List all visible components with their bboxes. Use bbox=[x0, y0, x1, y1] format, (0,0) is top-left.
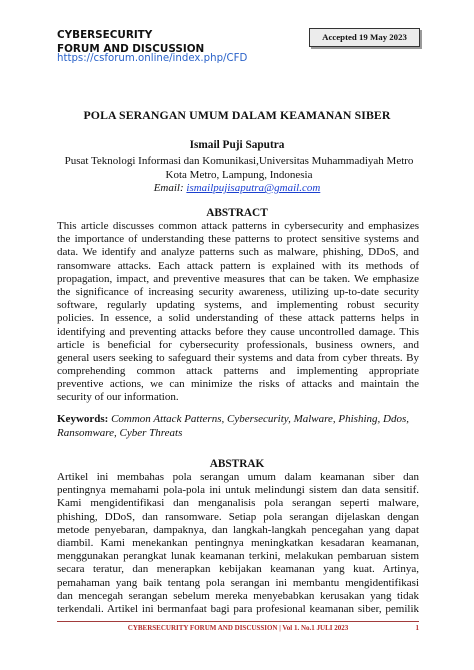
abstrak-line: phishing, DDoS, dan ransomware. Setiap pola serangan dijelaskan dengan bbox=[57, 510, 419, 523]
abstract-line: ransomware attacks. Each attack pattern is explained with its methods of bbox=[57, 259, 419, 272]
abstract-heading: ABSTRACT bbox=[206, 207, 268, 219]
affiliation-line-2: Kota Metro, Lampung, Indonesia bbox=[165, 169, 313, 181]
abstract-line: article is beneficial for cybersecurity professionals, business owners, and bbox=[57, 338, 419, 351]
abstract-line: software, regularly updating systems, and implementing robust security bbox=[57, 299, 419, 312]
abstract-line: comprehending common attack patterns and implementing appropriate bbox=[57, 365, 419, 378]
abstract-line: security of our information. bbox=[57, 391, 179, 404]
journal-name-line1: CYBERSECURITY bbox=[57, 29, 153, 41]
abstract-line: the significance of increasing security awareness, utilizing up-to-date security bbox=[57, 285, 419, 298]
author-name: Ismail Puji Saputra bbox=[189, 139, 285, 151]
abstrak-line: metode penyebaran, dampaknya, dan langkah-langkah pencegahan yang dapat bbox=[57, 523, 419, 536]
keywords-text-1: Common Attack Patterns, Cybersecurity, Malware, Phishing, Ddos, bbox=[111, 413, 409, 425]
footer-divider bbox=[57, 621, 419, 622]
abstrak-line: terkendali. Artikel ini bermanfaat bagi para profesional keamanan siber, pemilik bbox=[57, 602, 419, 615]
journal-url-link[interactable]: https://csforum.online/index.php/CFD bbox=[57, 53, 248, 64]
keywords bbox=[57, 412, 419, 440]
keywords-text-2: Ransomware, Cyber Threats bbox=[57, 427, 183, 439]
abstrak-line: diambil. Kami menekankan pentingnya meningkatkan kesadaran keamanan, bbox=[57, 536, 419, 549]
abstract-line: policies. In essence, a solid understanding of these attack patterns helps in bbox=[57, 312, 419, 325]
abstract-line: propagation, impact, and preventive measures that can be taken. We emphasize bbox=[57, 272, 419, 285]
abstrak-line: pentingnya memahami pola-pola ini untuk melindungi sistem dan data sensitif. bbox=[57, 484, 419, 497]
abstract-line: preventive actions, we can minimize the risks of attacks and maintain the bbox=[57, 378, 419, 391]
abstract-line: data. We identify and analyze patterns such as malware, phishing, DDoS, and bbox=[57, 246, 419, 259]
footer-journal-info: CYBERSECURITY FORUM AND DISCUSSION | Vol 1. No.1 JULI 2023 bbox=[127, 624, 349, 632]
abstract-body bbox=[57, 220, 419, 405]
abstrak-line: Artikel ini membahas pola serangan umum dalam keamanan siber dan bbox=[57, 471, 419, 483]
abstrak-line: Kami mengidentifikasi dan menganalisis pola serangan seperti malware, bbox=[57, 497, 419, 510]
page-number: 1 bbox=[415, 624, 419, 632]
keywords-line-1 bbox=[57, 412, 419, 426]
keywords-label: Keywords: bbox=[57, 413, 109, 425]
abstrak-heading: ABSTRAK bbox=[209, 458, 265, 470]
abstract-line: general users seeking to safeguard their systems and data from cyber threats. By bbox=[57, 351, 419, 364]
abstrak-line: dan mencegah serangan sebelum mereka menyebabkan kerusakan yang tidak bbox=[57, 589, 419, 602]
email-label: Email: bbox=[153, 182, 187, 194]
abstrak-body bbox=[57, 471, 419, 616]
abstract-line: the importance of understanding these patterns to protect sensitive systems and bbox=[57, 233, 419, 246]
email-link[interactable]: ismailpujisaputra@gmail.com bbox=[186, 182, 321, 194]
journal-name-line2: FORUM AND DISCUSSION bbox=[57, 43, 205, 55]
accepted-date-badge: Accepted 19 May 2023 bbox=[309, 28, 420, 47]
abstrak-line: menggunakan perangkat lunak keamanan terkini, melakukan pembaruan sistem bbox=[57, 550, 419, 563]
email-line bbox=[0, 182, 474, 194]
paper-title: POLA SERANGAN UMUM DALAM KEAMANAN SIBER bbox=[83, 108, 391, 122]
abstract-line: This article discusses common attack patterns in cybersecurity and emphasizes bbox=[57, 220, 419, 232]
abstract-line: identifying and preventing attacks before they cause uncontrolled damage. This bbox=[57, 325, 419, 338]
abstrak-line: pemahaman yang baik tentang pola serangan ini membantu mengidentifikasi bbox=[57, 576, 419, 589]
journal-name bbox=[57, 28, 204, 56]
affiliation-line-1: Pusat Teknologi Informasi dan Komunikasi,Universitas Muhammadiyah Metro bbox=[64, 155, 414, 167]
abstrak-line: secara teratur, dan menerapkan kebijakan keamanan yang kuat. Artinya, bbox=[57, 563, 419, 576]
